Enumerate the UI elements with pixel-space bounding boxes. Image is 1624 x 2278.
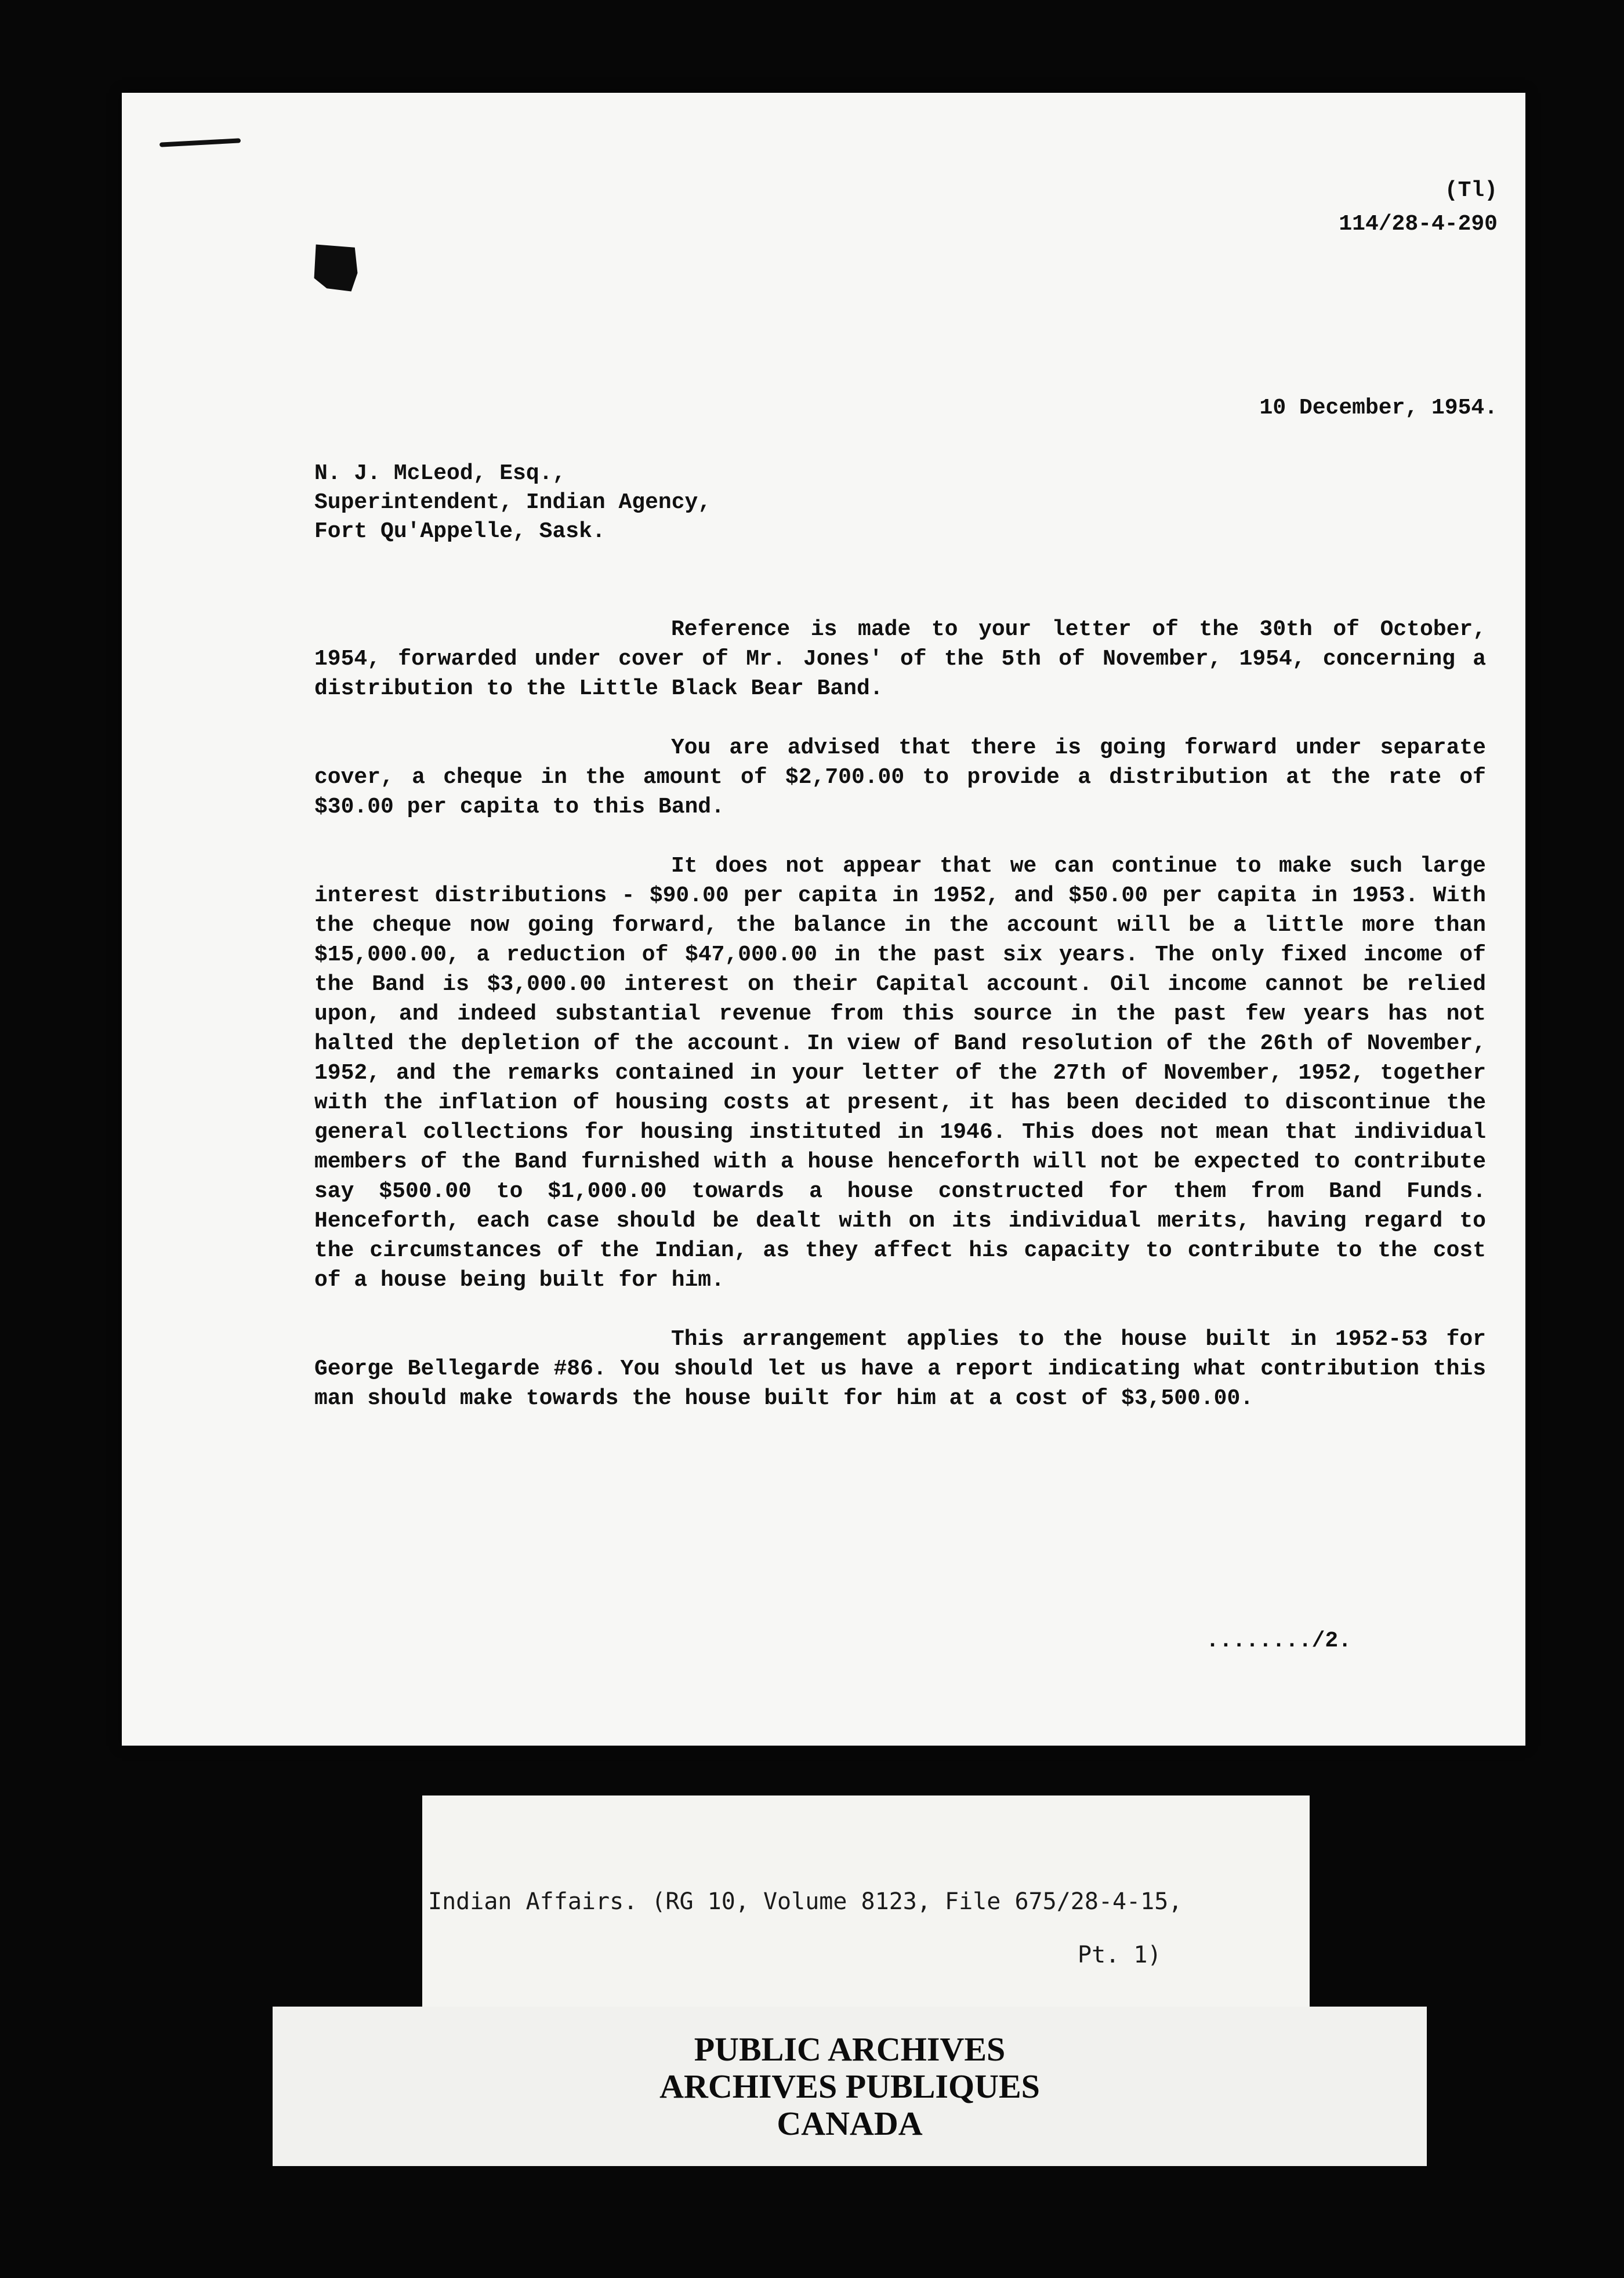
reference-label-line: Pt. 1)	[1078, 1942, 1162, 1968]
archives-stamp	[273, 2007, 1427, 2166]
reference-label	[422, 1795, 1310, 2033]
address-line: Fort Qu'Appelle, Sask.	[314, 519, 606, 544]
page-continuation: ......../2.	[1206, 1628, 1351, 1653]
address-line: N. J. McLeod, Esq.,	[314, 461, 566, 486]
reference-label-line: Indian Affairs. (RG 10, Volume 8123, File 675/28-4-15,	[428, 1888, 1183, 1915]
ink-blot-mark	[313, 242, 358, 293]
stamp-line: ARCHIVES PUBLIQUES	[659, 2067, 1040, 2105]
letter-body	[314, 615, 1486, 1443]
file-reference	[1339, 174, 1498, 241]
paragraph-reference: Reference is made to your letter of the 30th of October, 1954, forwarded under cover of Mr. Jones' of the 5th of November, 1954, concerning a distribution to the Little Black Bear Band.	[314, 617, 1486, 701]
address-line: Superintendent, Indian Agency,	[314, 490, 712, 515]
paragraph-cheque: You are advised that there is going forward under separate cover, a cheque in the amount of $2,700.00 to provide a distribution at the rate of $30.00 per capita to this Band.	[314, 735, 1486, 819]
recipient-address	[314, 459, 711, 546]
paragraph-arrangement: This arrangement applies to the house built in 1952-53 for George Bellegarde #86. You should let us have a report indicating what contribution this man should make towards the house built for him at a cost of $3,500.00.	[314, 1327, 1486, 1411]
letter-date: 10 December, 1954.	[1259, 396, 1498, 420]
stamp-line: CANADA	[777, 2105, 923, 2142]
paragraph-distributions: It does not appear that we can continue to make such large interest distributions - $90.00 per capita in 1952, and $50.00 per capita in 1953. With the cheque now going forward, the balance in the account will be a little more than $15,000.00, a reduction of $47,000.00 in the past six years. The only fixed income of the Band is $3,000.00 interest on their Capital account. Oil income cannot be relied upon, and indeed substantial revenue from this source in the past few years has not halted the depletion of the account. In view of Band resolution of the 26th of November, 1952, and the remarks contained in your letter of the 27th of November, 1952, together with the inflation of housing costs at present, it has been decided to discontinue the general collections for housing instituted in 1946. This does not mean that individual members of the Band furnished with a house henceforth will not be expected to contribute say $500.00 to $1,000.00 towards a house constructed for them from Band Funds. Henceforth, each case should be dealt with on its individual merits, having regard to the circumstances of the Indian, as they affect his capacity to contribute to the cost of a house being built for him.	[314, 854, 1486, 1293]
archives-stamp-text	[273, 2031, 1427, 2142]
file-code: (Tl)	[1444, 178, 1498, 203]
stamp-line: PUBLIC ARCHIVES	[694, 2030, 1006, 2068]
ink-dash-mark	[160, 138, 241, 147]
file-number: 114/28-4-290	[1339, 212, 1498, 237]
letter-sheet	[122, 93, 1525, 1746]
